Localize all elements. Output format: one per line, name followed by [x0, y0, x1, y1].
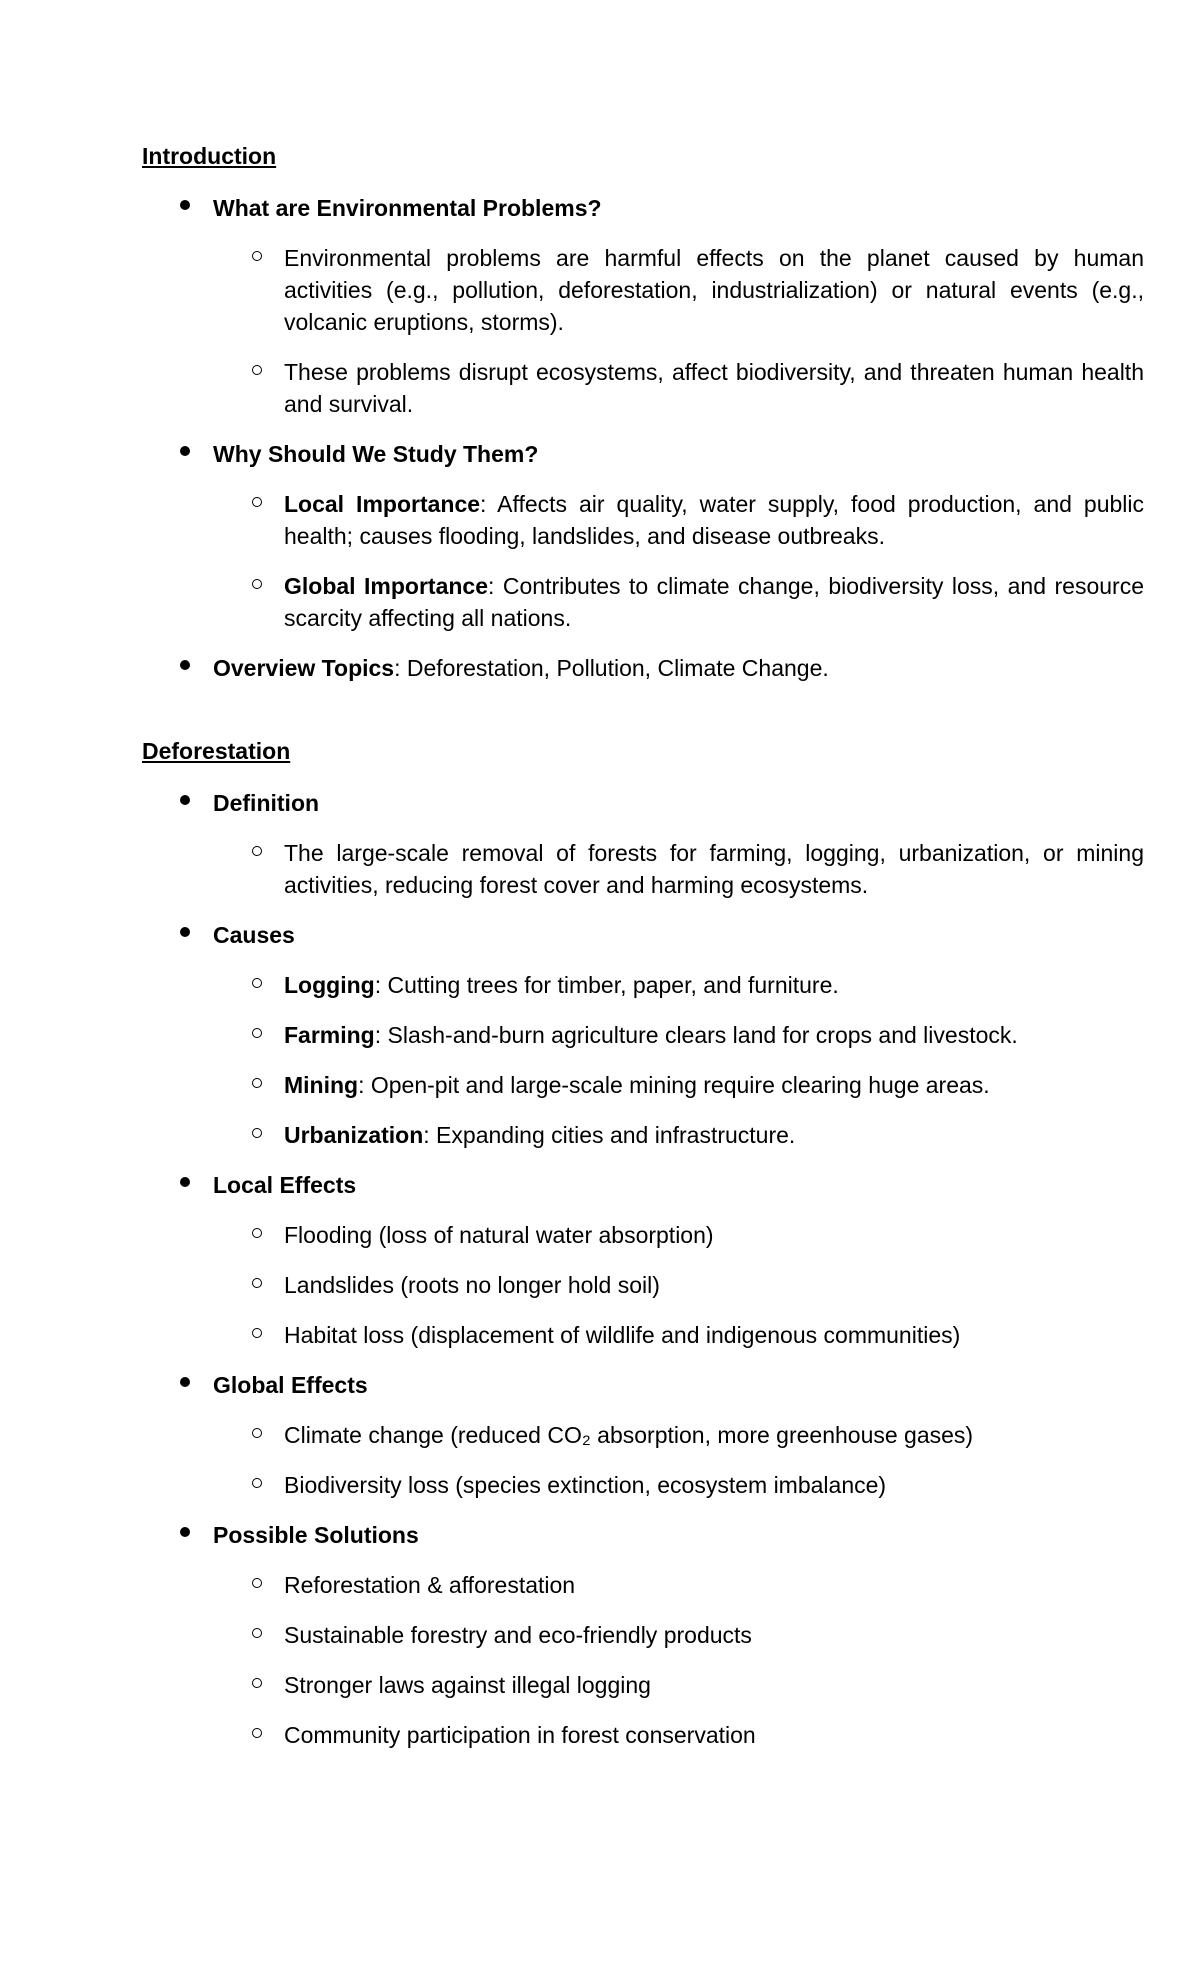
list-item-what-are-problems: [142, 192, 1144, 420]
list-item: [213, 1469, 1072, 1501]
cause-logging: [284, 969, 1144, 1001]
list-item: [213, 1219, 1072, 1251]
list-item: [213, 969, 1072, 1001]
bullet-icon: [180, 795, 190, 805]
bullet-circle-icon: [252, 978, 262, 988]
bullet-circle-icon: [252, 1078, 262, 1088]
introduction-title: Introduction: [142, 143, 277, 169]
bullet-circle-icon: [252, 579, 262, 589]
cause-mining: [284, 1069, 1144, 1101]
cause-text: : Expanding cities and infrastructure.: [423, 1122, 796, 1148]
definition-item-1: The large-scale removal of forests for farming, logging, urbanization, or mining activities, reducing forest cover and harming ecosystems.: [284, 840, 1144, 898]
list-item: [213, 1669, 1072, 1701]
global-effect-item: Biodiversity loss (species extinction, ecosystem imbalance): [284, 1472, 887, 1498]
bullet-icon: [180, 660, 190, 670]
bullet-circle-icon: [252, 1228, 262, 1238]
bullet-circle-icon: [252, 1728, 262, 1738]
solutions-heading: Possible Solutions: [213, 1522, 419, 1548]
list-item: [213, 1719, 1072, 1751]
list-item-local-effects: [142, 1169, 1072, 1351]
local-importance-text: : Affects air quality, water supply, food production, and public health; causes flooding, landslides, and disease outbreaks.: [284, 491, 1144, 549]
global-importance-item: [284, 570, 1144, 634]
why-sublist: [213, 488, 1144, 634]
cause-label: Logging: [284, 972, 375, 998]
solution-item: Sustainable forestry and eco-friendly products: [284, 1622, 752, 1648]
cause-farming: [284, 1019, 1144, 1051]
overview-item: [213, 652, 1072, 684]
bullet-circle-icon: [252, 1578, 262, 1588]
bullet-icon: [180, 200, 190, 210]
list-item: [213, 1319, 1072, 1351]
cause-label: Urbanization: [284, 1122, 424, 1148]
bullet-circle-icon: [252, 1028, 262, 1038]
cause-label: Mining: [284, 1072, 359, 1098]
local-importance-label: Local Importance: [284, 491, 481, 517]
causes-sublist: [213, 969, 1072, 1151]
what-sublist: [213, 242, 1144, 420]
bullet-circle-icon: [252, 1328, 262, 1338]
list-item: [213, 1569, 1072, 1601]
bullet-circle-icon: [252, 1678, 262, 1688]
bullet-circle-icon: [252, 1478, 262, 1488]
overview-text: : Deforestation, Pollution, Climate Change.: [394, 655, 829, 681]
bullet-circle-icon: [252, 365, 262, 375]
bullet-icon: [180, 1377, 190, 1387]
cause-text: : Open-pit and large-scale mining require clearing huge areas.: [358, 1072, 990, 1098]
bullet-circle-icon: [252, 1128, 262, 1138]
list-item: [213, 1419, 1072, 1451]
bullet-circle-icon: [252, 1278, 262, 1288]
bullet-icon: [180, 927, 190, 937]
causes-heading: Causes: [213, 922, 295, 948]
solution-item: Community participation in forest conservation: [284, 1722, 756, 1748]
global-effects-heading: Global Effects: [213, 1372, 368, 1398]
list-item: [213, 242, 1144, 338]
local-effect-item: Habitat loss (displacement of wildlife and indigenous communities): [284, 1322, 961, 1348]
list-item: [213, 570, 1144, 634]
introduction-section: [142, 140, 1144, 702]
bullet-circle-icon: [252, 846, 262, 856]
overview-label: Overview Topics: [213, 655, 395, 681]
list-item-overview: [142, 652, 1072, 684]
list-item-global-effects: [142, 1369, 1072, 1501]
what-item-2: These problems disrupt ecosystems, affect biodiversity, and threaten human health and survival.: [284, 359, 1144, 417]
list-item: [213, 488, 1144, 552]
deforestation-list: [142, 787, 1144, 1751]
global-effect-item: Climate change (reduced CO₂ absorption, more greenhouse gases): [284, 1422, 974, 1448]
local-effect-item: Landslides (roots no longer hold soil): [284, 1272, 660, 1298]
what-item-1: Environmental problems are harmful effects on the planet caused by human activities (e.g., pollution, deforestation, industrialization) or natural events (e.g., volcanic eruptions, storms).: [284, 245, 1144, 335]
bullet-icon: [180, 1177, 190, 1187]
bullet-circle-icon: [252, 1428, 262, 1438]
list-item: [213, 1269, 1072, 1301]
definition-sublist: [213, 837, 1144, 901]
list-item-definition: [142, 787, 1144, 901]
global-importance-label: Global Importance: [284, 573, 489, 599]
list-item: [213, 837, 1144, 901]
list-item: [213, 1069, 1072, 1101]
deforestation-section: [142, 735, 1144, 1769]
list-item-solutions: [142, 1519, 1072, 1751]
list-item-causes: [142, 919, 1072, 1151]
why-heading: Why Should We Study Them?: [213, 441, 539, 467]
list-item: [213, 1619, 1072, 1651]
global-effects-sublist: [213, 1419, 1072, 1501]
global-importance-text: : Contributes to climate change, biodiversity loss, and resource scarcity affecting all nations.: [284, 573, 1144, 631]
definition-heading: Definition: [213, 790, 320, 816]
bullet-circle-icon: [252, 251, 262, 261]
local-effect-item: Flooding (loss of natural water absorption): [284, 1222, 714, 1248]
bullet-circle-icon: [252, 1628, 262, 1638]
list-item: [213, 1019, 1072, 1051]
list-item-why-study: [142, 438, 1144, 634]
introduction-list: [142, 192, 1144, 684]
local-importance-item: [284, 488, 1144, 552]
bullet-icon: [180, 446, 190, 456]
list-item: [213, 1119, 1072, 1151]
what-heading: What are Environmental Problems?: [213, 195, 602, 221]
solution-item: Reforestation & afforestation: [284, 1572, 576, 1598]
cause-text: : Slash-and-burn agriculture clears land for crops and livestock.: [374, 1022, 1018, 1048]
local-effects-heading: Local Effects: [213, 1172, 357, 1198]
cause-urbanization: [284, 1119, 1144, 1151]
deforestation-title: Deforestation: [142, 738, 291, 764]
bullet-circle-icon: [252, 497, 262, 507]
local-effects-sublist: [213, 1219, 1072, 1351]
cause-label: Farming: [284, 1022, 375, 1048]
bullet-icon: [180, 1527, 190, 1537]
cause-text: : Cutting trees for timber, paper, and furniture.: [374, 972, 839, 998]
list-item: [213, 356, 1144, 420]
solutions-sublist: [213, 1569, 1072, 1751]
solution-item: Stronger laws against illegal logging: [284, 1672, 651, 1698]
